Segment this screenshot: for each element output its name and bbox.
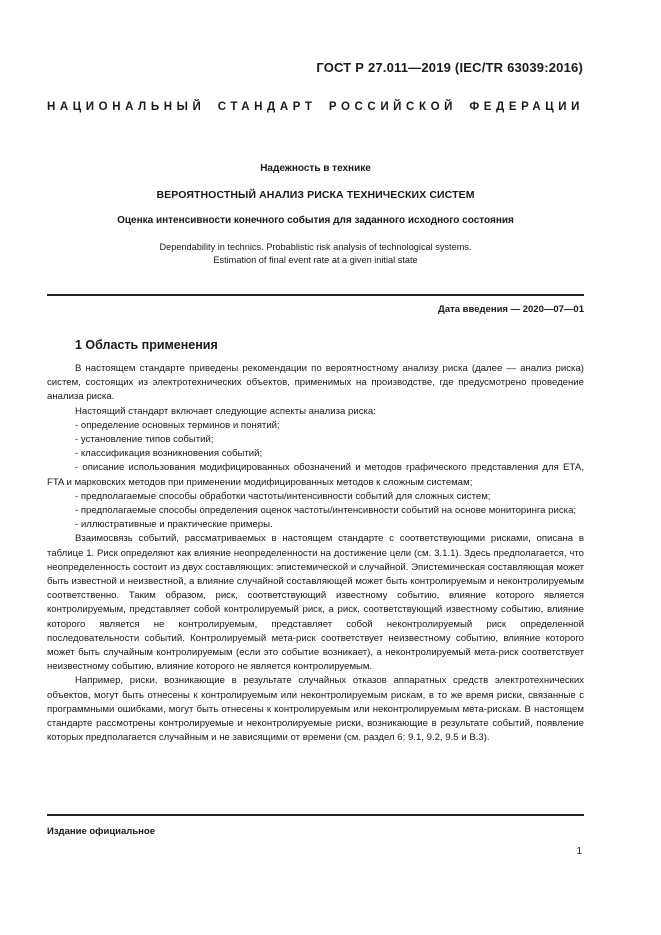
list-item: - иллюстративные и практические примеры. bbox=[75, 519, 273, 531]
footer-divider bbox=[47, 814, 584, 816]
subtitle: Оценка интенсивности конечного события для заданного исходного состояния bbox=[117, 215, 514, 226]
standard-code: ГОСТ Р 27.011—2019 (IEC/TR 63039:2016) bbox=[316, 60, 583, 75]
main-title: ВЕРОЯТНОСТНЫЙ АНАЛИЗ РИСКА ТЕХНИЧЕСКИХ СИСТЕМ bbox=[156, 189, 475, 201]
list-item: - определение основных терминов и понятий; bbox=[75, 419, 280, 431]
section-body bbox=[47, 362, 584, 745]
page-number: 1 bbox=[576, 846, 582, 857]
paragraph: Взаимосвязь событий, рассматриваемых в настоящем стандарте с соответствующими рисками, описана в таблице 1. Риск определяют как влияние неопределенности на достижение цели (см. 3.1.1). Здесь предполагается, что неопределенность состоит из двух составляющих: эпистемической и случайной. Эпистемическая составляющая может быть известной и неизвестной, а влияние случайной составляющей может быть контролируемым и неконтролируемым соответственно. Таким образом, риск, соответствующий известному событию, влияние которого является контролируемым, представляет собой контролируемый риск, а риск, соответствующий известному событию, влияние которого является не контролируемым, представляет собой неконтролируемый риск определенной последовательности событий. Контролируемый мета-риск соответствует неизвестному событию, влияние которого может быть случайным контролируемым (если это событие возникает), а неконтролируемый мета-риск соответствует неизвестному событию, влияние которого не является контролируемым. bbox=[47, 533, 584, 673]
list-item: - классификация возникновения событий; bbox=[75, 448, 263, 460]
introduction-date: Дата введения — 2020—07—01 bbox=[438, 304, 584, 315]
official-edition-label: Издание официальное bbox=[47, 826, 155, 837]
list-item: - предполагаемые способы обработки частоты/интенсивности событий для сложных систем; bbox=[75, 490, 491, 502]
topic-title: Надежность в технике bbox=[260, 163, 371, 174]
list-item: - установление типов событий; bbox=[75, 434, 214, 446]
english-title-line1: Dependability in technics. Probablistic risk analysis of technological systems. bbox=[159, 242, 472, 252]
english-title-line2: Estimation of final event rate at a given initial state bbox=[213, 255, 418, 265]
national-standard-banner: НАЦИОНАЛЬНЫЙ СТАНДАРТ РОССИЙСКОЙ ФЕДЕРАЦИИ bbox=[47, 101, 584, 113]
list-item: - предполагаемые способы определения оценок частоты/интенсивности событий на основе мониторинга риска; bbox=[75, 505, 577, 517]
paragraph: Настоящий стандарт включает следующие аспекты анализа риска: bbox=[75, 405, 376, 417]
section-heading: 1 Область применения bbox=[75, 338, 218, 352]
header-divider bbox=[47, 294, 584, 296]
paragraph: Например, риски, возникающие в результате случайных отказов аппаратных средств электротехнических объектов, могут быть отнесены к контролируемым или неконтролируемым рискам, в то же время риски, связанные с программными ошибками, могут быть отнесены к контролируемым или неконтролируемым мета-рискам. В настоящем стандарте рассмотрены контролируемые и неконтролируемые риски, возникающие в результате событий, появление которых предполагается случайным и не зависящими от времени (см. раздел 6; 9.1, 9.2, 9.5 и B.3). bbox=[47, 675, 584, 744]
paragraph: В настоящем стандарте приведены рекомендации по вероятностному анализу риска (далее — анализ риска) систем, состоящих из электротехнических объектов, применимых на производстве, где предусмотрено проведение анализа риска. bbox=[47, 363, 584, 403]
list-item: - описание использования модифицированных обозначений и методов графического представления для ЕТА, FTA и марковских методов при применении модифицированных методов к сложным системам; bbox=[47, 462, 584, 488]
